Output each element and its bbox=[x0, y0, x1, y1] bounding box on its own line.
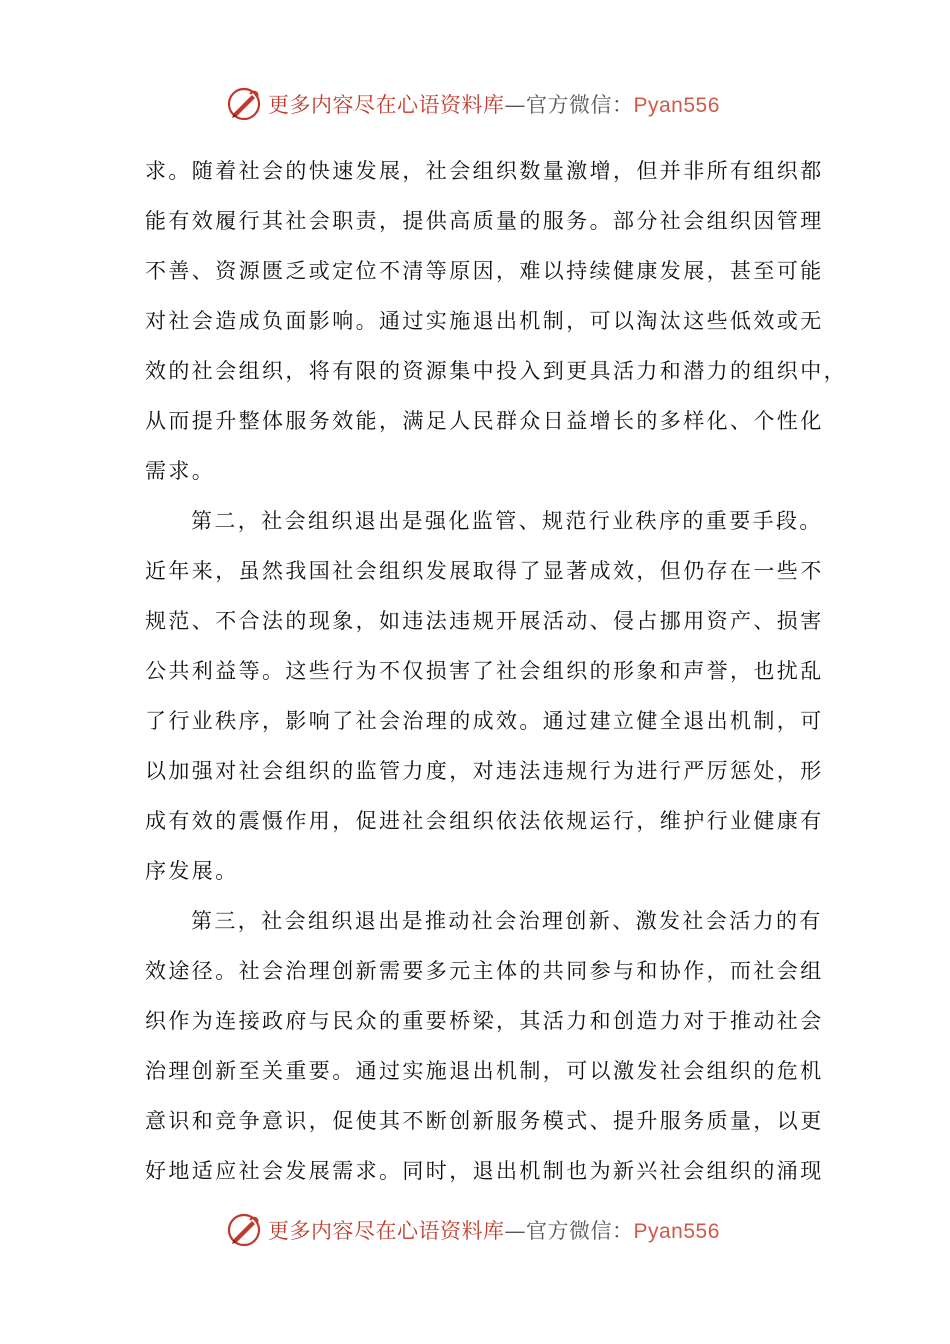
banner-wechat-label: 官方微信： bbox=[526, 93, 634, 117]
document-body bbox=[145, 146, 847, 1196]
text-line: 规范、不合法的现象，如违法违规开展活动、侵占挪用资产、损害 bbox=[145, 609, 824, 633]
pen-logo-icon bbox=[226, 86, 262, 122]
text-line: 从而提升整体服务效能，满足人民群众日益增长的多样化、个性化 bbox=[145, 409, 824, 433]
text-line: 以加强对社会组织的监管力度，对违法违规行为进行严厉惩处，形 bbox=[145, 759, 824, 783]
text-line: 治理创新至关重要。通过实施退出机制，可以激发社会组织的危机 bbox=[145, 1059, 824, 1083]
text-line: 效的社会组织，将有限的资源集中投入到更具活力和潜力的组织中， bbox=[145, 359, 847, 383]
banner-text bbox=[268, 89, 720, 119]
text-line: 织作为连接政府与民众的重要桥梁，其活力和创造力对于推动社会 bbox=[145, 1009, 824, 1033]
text-line: 公共利益等。这些行为不仅损害了社会组织的形象和声誉，也扰乱 bbox=[145, 659, 824, 683]
paragraph-start-line: 第二，社会组织退出是强化监管、规范行业秩序的重要手段。 bbox=[191, 509, 823, 533]
banner-wechat-id: Pyan556 bbox=[633, 94, 720, 117]
text-line: 求。随着社会的快速发展，社会组织数量激增，但并非所有组织都 bbox=[145, 159, 824, 183]
text-line: 好地适应社会发展需求。同时，退出机制也为新兴社会组织的涌现 bbox=[145, 1159, 824, 1183]
banner-title: 更多内容尽在心语资料库 bbox=[268, 93, 505, 117]
paragraph-start-line: 第三，社会组织退出是推动社会治理创新、激发社会活力的有 bbox=[191, 909, 823, 933]
text-line: 近年来，虽然我国社会组织发展取得了显著成效，但仍存在一些不 bbox=[145, 559, 824, 583]
text-line: 了行业秩序，影响了社会治理的成效。通过建立健全退出机制，可 bbox=[145, 709, 824, 733]
banner-title: 更多内容尽在心语资料库 bbox=[268, 1219, 505, 1243]
footer-banner bbox=[226, 1210, 746, 1250]
banner-dash: — bbox=[504, 1219, 526, 1243]
header-banner bbox=[226, 84, 746, 124]
text-line: 对社会造成负面影响。通过实施退出机制，可以淘汰这些低效或无 bbox=[145, 309, 824, 333]
text-line: 成有效的震慑作用，促进社会组织依法依规运行，维护行业健康有 bbox=[145, 809, 824, 833]
banner-dash: — bbox=[504, 93, 526, 117]
text-line: 能有效履行其社会职责，提供高质量的服务。部分社会组织因管理 bbox=[145, 209, 824, 233]
pen-logo-icon bbox=[226, 1212, 262, 1248]
text-line: 需求。 bbox=[145, 459, 216, 483]
banner-wechat-id: Pyan556 bbox=[633, 1220, 720, 1243]
text-line: 不善、资源匮乏或定位不清等原因，难以持续健康发展，甚至可能 bbox=[145, 259, 824, 283]
banner-wechat-label: 官方微信： bbox=[526, 1219, 634, 1243]
text-line: 意识和竞争意识，促使其不断创新服务模式、提升服务质量，以更 bbox=[145, 1109, 824, 1133]
banner-text bbox=[268, 1215, 720, 1245]
text-line: 序发展。 bbox=[145, 859, 239, 883]
text-line: 效途径。社会治理创新需要多元主体的共同参与和协作，而社会组 bbox=[145, 959, 824, 983]
